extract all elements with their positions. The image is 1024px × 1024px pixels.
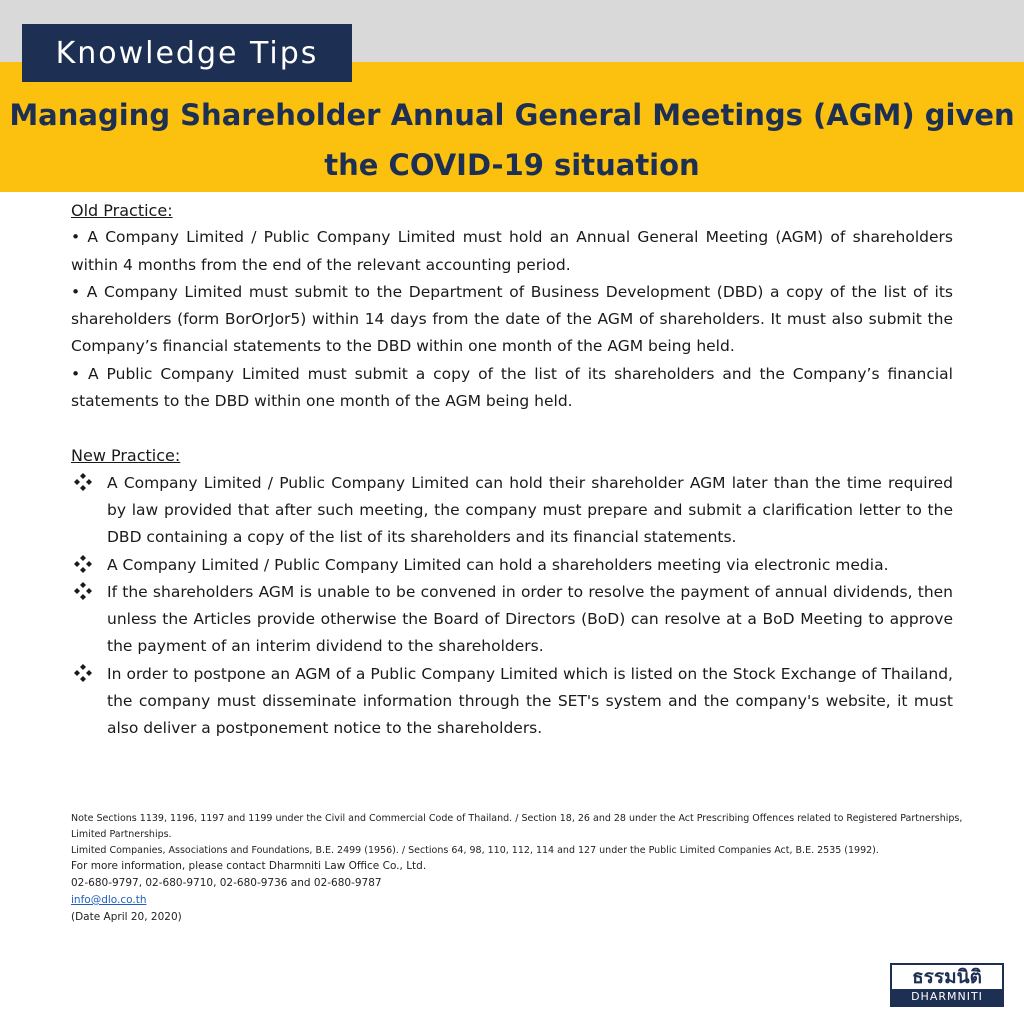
- new-practice-list: [71, 470, 953, 743]
- knowledge-tips-tag: Knowledge Tips: [22, 24, 352, 82]
- contact-block: [71, 858, 426, 926]
- new-practice-text: A Company Limited / Public Company Limited can hold their shareholder AGM later than the time required by law provided that after such meeting, the company must prepare and submit a clarification letter to the DBD containing a copy of the list of its shareholders and its financial statements.: [107, 473, 953, 547]
- old-practice-bullet: • A Company Limited / Public Company Limited must hold an Annual General Meeting (AGM) of shareholders within 4 months from the end of the relevant accounting period.: [71, 228, 953, 274]
- diamond-cluster-icon: [73, 663, 93, 683]
- new-practice-item: [71, 579, 953, 661]
- diamond-cluster-icon: [73, 581, 93, 601]
- new-practice-text: A Company Limited / Public Company Limited can hold a shareholders meeting via electronic media.: [107, 555, 889, 574]
- article-body: [71, 197, 953, 743]
- dharmniti-logo: [890, 963, 1004, 1007]
- old-practice-text: A Public Company Limited must submit a copy of the list of its shareholders and the Company’s financial statements to the DBD within one month of the AGM being held.: [71, 364, 953, 411]
- contact-intro: For more information, please contact Dharmniti Law Office Co., Ltd.: [71, 860, 427, 872]
- diamond-cluster-icon: [73, 554, 93, 574]
- logo-thai-text: ธรรมนิติ: [912, 966, 982, 988]
- section-spacer: [71, 415, 953, 442]
- new-practice-item: [71, 470, 953, 552]
- new-practice-heading: New Practice:: [71, 446, 181, 466]
- logo-english-text: DHARMNITI: [892, 989, 1002, 1005]
- legal-note-line: Note Sections 1139, 1196, 1197 and 1199 under the Civil and Commercial Code of Thailand. / Section 18, 26 and 28 under the Act Prescribing Offences related to Registered Partnerships, Limited Partnerships.: [71, 813, 963, 840]
- legal-notes: [71, 811, 971, 859]
- diamond-cluster-icon: [73, 472, 93, 492]
- old-practice-heading: Old Practice:: [71, 201, 173, 220]
- new-practice-text: In order to postpone an AGM of a Public Company Limited which is listed on the Stock Exchange of Thailand, the company must disseminate information through the SET's system and the company's website, it must also deliver a postponement notice to the shareholders.: [107, 664, 953, 738]
- page-title-line-2: the COVID-19 situation: [324, 148, 700, 182]
- contact-phones: 02-680-9797, 02-680-9710, 02-680-9736 and 02-680-9787: [71, 877, 382, 889]
- old-practice-bullet: • A Company Limited must submit to the Department of Business Development (DBD) a copy of the list of its shareholders (form BorOrJor5) within 14 days from the date of the AGM of shareholders. It must also submit the Company’s financial statements to the DBD within one month of the AGM being held.: [71, 282, 953, 356]
- page-title-line-1: Managing Shareholder Annual General Meetings (AGM) given: [9, 98, 1015, 132]
- old-practice-bullet: • A Public Company Limited must submit a copy of the list of its shareholders and the Company’s financial statements to the DBD within one month of the AGM being held.: [71, 364, 953, 411]
- new-practice-text: If the shareholders AGM is unable to be convened in order to resolve the payment of annual dividends, then unless the Articles provide otherwise the Board of Directors (BoD) can resolve at a BoD Meeting to approve the payment of an interim dividend to the shareholders.: [107, 582, 953, 656]
- page-title: [0, 90, 1024, 190]
- new-practice-item: [71, 552, 953, 579]
- legal-note-line: Limited Companies, Associations and Foundations, B.E. 2499 (1956). / Sections 64, 98, 110, 112, 114 and 127 under the Public Limited Companies Act, B.E. 2535 (1992).: [71, 845, 879, 856]
- contact-email-link[interactable]: info@dlo.co.th: [71, 894, 147, 906]
- publication-date: (Date April 20, 2020): [71, 911, 182, 923]
- old-practice-text: A Company Limited / Public Company Limited must hold an Annual General Meeting (AGM) of shareholders within 4 months from the end of the relevant accounting period.: [71, 228, 953, 274]
- old-practice-text: A Company Limited must submit to the Department of Business Development (DBD) a copy of the list of its shareholders (form BorOrJor5) within 14 days from the date of the AGM of shareholders. It must also submit the Company’s financial statements to the DBD within one month of the AGM being held.: [71, 282, 953, 356]
- new-practice-item: [71, 661, 953, 743]
